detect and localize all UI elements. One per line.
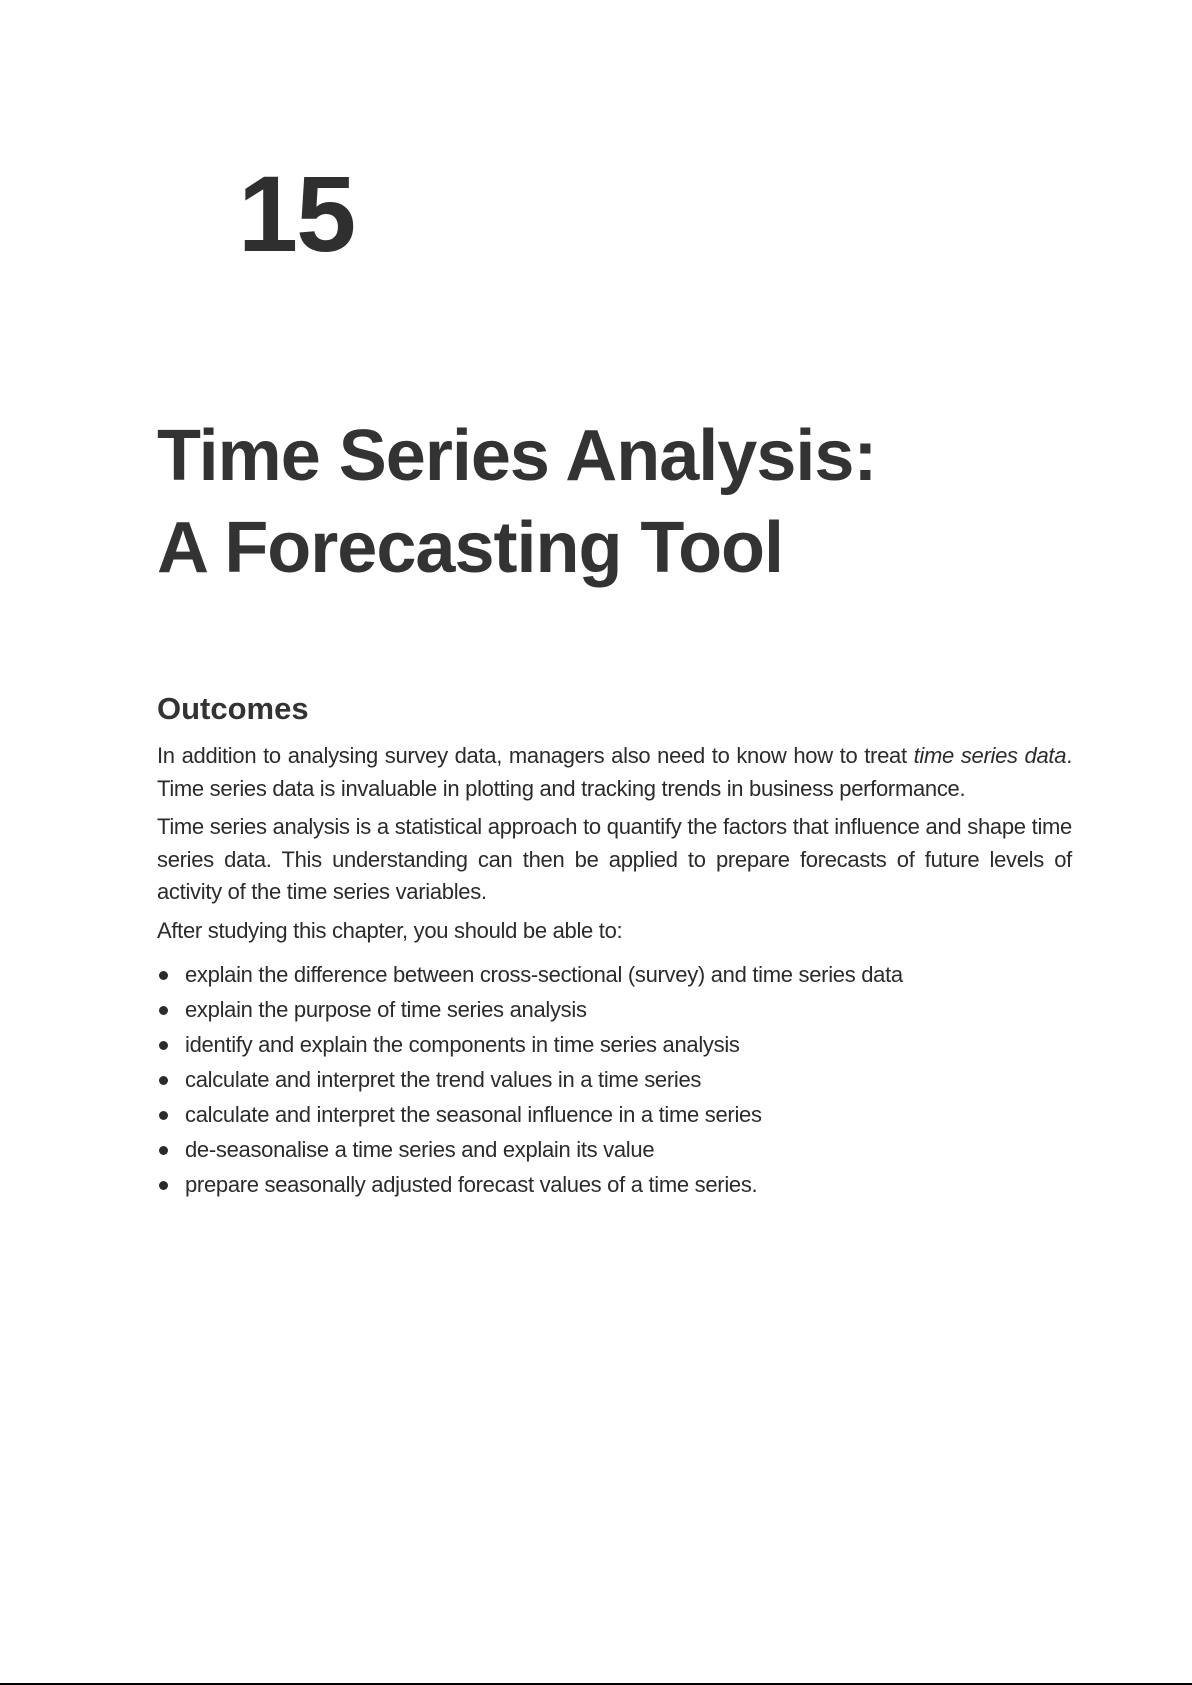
intro-text-before: In addition to analysing survey data, managers also need to know how to treat [157, 743, 914, 768]
chapter-title-line-1: Time Series Analysis: [157, 416, 877, 496]
bullet-icon [159, 1006, 168, 1015]
list-item [157, 957, 1072, 992]
list-item-text: identify and explain the components in time series analysis [185, 1032, 740, 1057]
chapter-number: 15 [238, 153, 355, 274]
study-lead-in: After studying this chapter, you should be able to: [157, 917, 623, 943]
list-item-text: explain the difference between cross-sectional (survey) and time series data [185, 962, 903, 987]
list-item [157, 1027, 1072, 1062]
intro-text-after: . Time series data is invaluable in plotting and tracking trends in business performance. [157, 743, 1072, 801]
analysis-paragraph: Time series analysis is a statistical approach to quantify the factors that influence and shape time series data. This understanding can then be applied to prepare forecasts of future levels of activity of the time series variables. [157, 814, 1072, 904]
chapter-title [157, 410, 876, 594]
list-item [157, 992, 1072, 1027]
list-item-text: calculate and interpret the trend values in a time series [185, 1067, 702, 1092]
outcomes-section [157, 690, 1072, 1202]
list-item-text: de-seasonalise a time series and explain its value [185, 1137, 655, 1162]
list-item [157, 1097, 1072, 1132]
list-item [157, 1167, 1072, 1202]
list-item-text: calculate and interpret the seasonal influence in a time series [185, 1102, 762, 1127]
list-item [157, 1132, 1072, 1167]
bullet-icon [159, 1181, 168, 1190]
outcome-list [157, 957, 1072, 1202]
list-item [157, 1062, 1072, 1097]
bullet-icon [159, 1076, 168, 1085]
intro-emphasis: time series data [913, 743, 1067, 768]
bullet-icon [159, 1146, 168, 1155]
bullet-icon [159, 1041, 168, 1050]
intro-paragraph [157, 740, 1072, 805]
bullet-icon [159, 971, 168, 980]
bullet-icon [159, 1111, 168, 1120]
outcomes-heading: Outcomes [157, 691, 309, 726]
chapter-title-line-2: A Forecasting Tool [157, 508, 784, 588]
list-item-text: prepare seasonally adjusted forecast values of a time series. [185, 1172, 758, 1197]
list-item-text: explain the purpose of time series analysis [185, 997, 587, 1022]
